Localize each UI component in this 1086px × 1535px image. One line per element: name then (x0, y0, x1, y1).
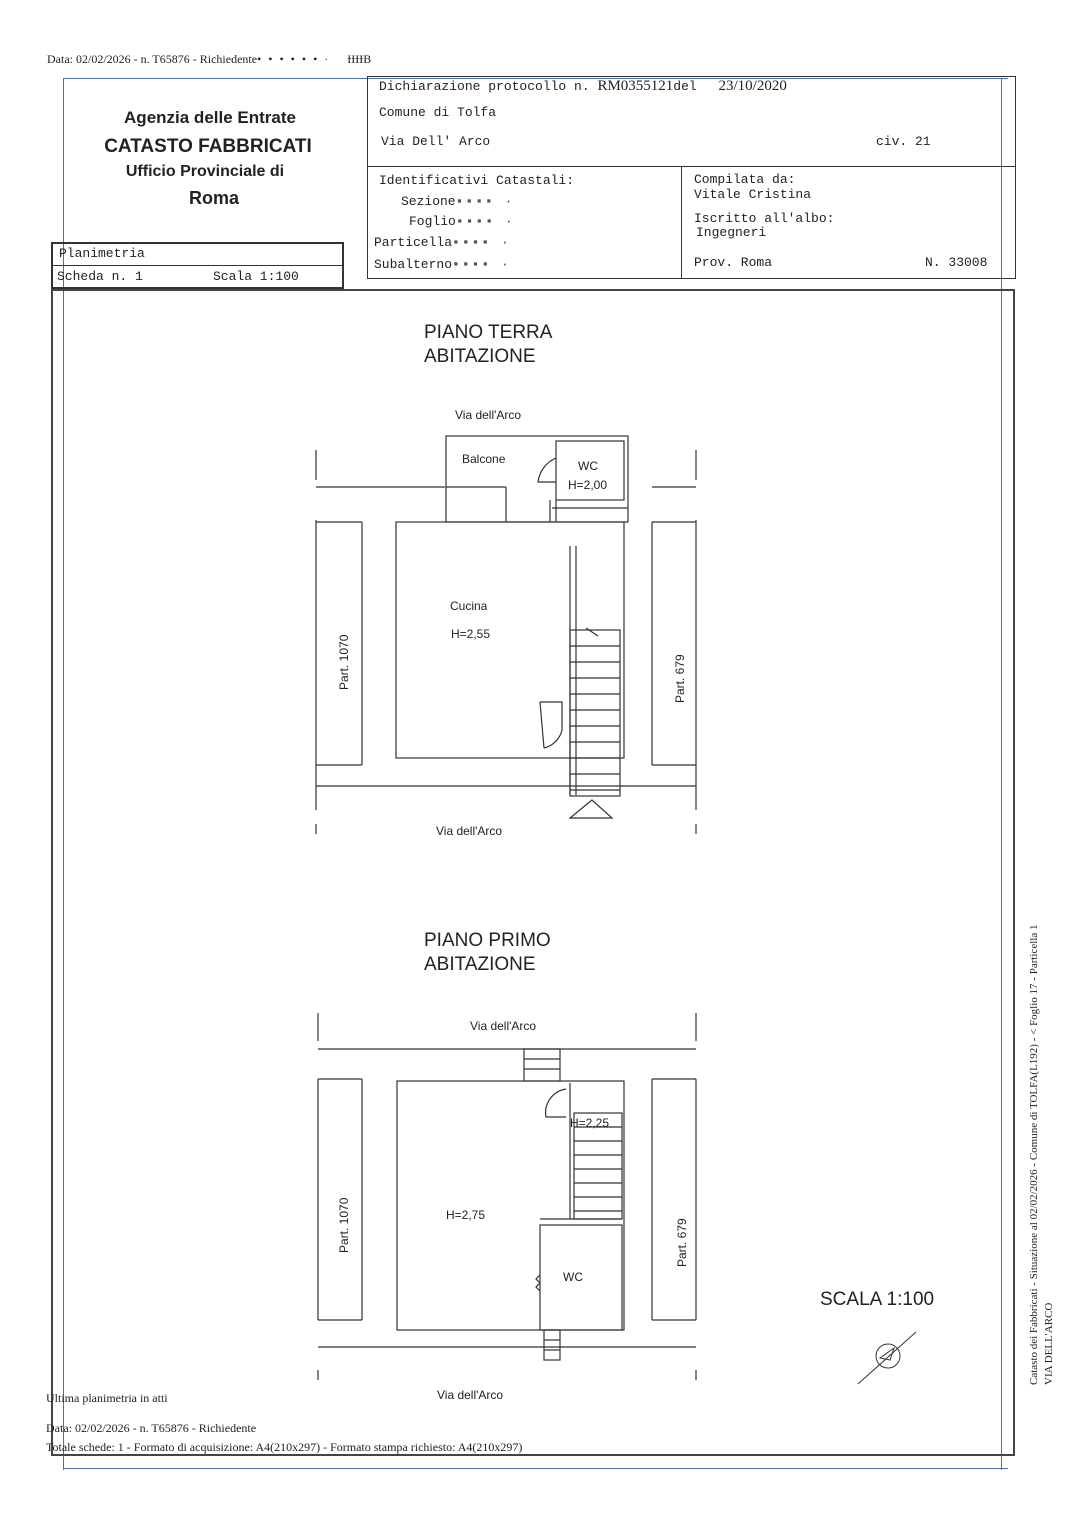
subalterno: Subalterno▪▪▪▪ · (374, 257, 511, 272)
planimetria-title: Planimetria (59, 246, 145, 261)
terra-part-right: Part. 679 (673, 654, 687, 703)
planimetria-divider (51, 265, 344, 266)
foglio: Foglio▪▪▪▪ · (409, 214, 515, 229)
primo-street-bottom: Via dell'Arco (437, 1388, 504, 1402)
comune: Comune di Tolfa (379, 105, 497, 120)
compilata-label: Compilata da: (694, 172, 796, 187)
scala-big: SCALA 1:100 (820, 1289, 935, 1310)
primo-h-main: H=2,75 (446, 1208, 486, 1222)
compilata-name: Vitale Cristina (694, 187, 812, 202)
footer-data-line: Data: 02/02/2026 - n. T65876 - Richiedente (46, 1421, 257, 1435)
piano-terra-title: PIANO TERRA (424, 322, 553, 343)
primo-wc: WC (563, 1270, 583, 1284)
piano-primo-title: PIANO PRIMO (424, 930, 551, 951)
top-line: Data: 02/02/2026 - n. T65876 - Richiedente• • • • • • · ƗƗƗƗB (47, 52, 372, 66)
piano-terra-subtitle: ABITAZIONE (424, 346, 536, 367)
terra-street-top: Via dell'Arco (455, 408, 522, 422)
albo-number: N. 33008 (925, 255, 988, 270)
protocol-line: Dichiarazione protocollo n. RM0355121del 23/10/2020 (379, 78, 787, 94)
terra-wc-h: H=2,00 (568, 478, 608, 492)
identificativi-title: Identificativi Catastali: (379, 173, 575, 188)
piano-terra-plan (300, 400, 720, 850)
ultima-planimetria: Ultima planimetria in atti (46, 1391, 168, 1405)
via: Via Dell' Arco (381, 134, 491, 149)
id-fragment: ƗƗƗƗB (347, 52, 372, 66)
scala-small: Scala 1:100 (213, 269, 299, 284)
sezione: Sezione▪▪▪▪ · (401, 194, 515, 209)
side-text-street: VIA DELL'ARCO (1043, 1302, 1055, 1385)
primo-part-right: Part. 679 (675, 1218, 689, 1267)
catasto-fabbricati: CATASTO FABBRICATI (104, 136, 312, 157)
side-text: Catasto dei Fabbricati - Situazione al 02/02/2026 - Comune di TOLFA(L192) - < Foglio 17 - Particella 1 (1028, 924, 1040, 1385)
civico: civ. 21 (876, 134, 931, 149)
particella: Particella▪▪▪▪ · (374, 235, 511, 250)
terra-street-bottom: Via dell'Arco (436, 824, 503, 838)
scheda: Scheda n. 1 (57, 269, 143, 284)
north-arrow-icon (852, 1330, 922, 1390)
piano-primo-plan (300, 1005, 720, 1410)
ufficio-roma: Roma (188, 188, 239, 208)
ufficio-provinciale: Ufficio Provinciale di (125, 163, 285, 180)
terra-part-left: Part. 1070 (337, 634, 351, 690)
terra-wc: WC (578, 459, 598, 473)
terra-balcone: Balcone (462, 452, 506, 466)
albo-label: Iscritto all'albo: (694, 211, 835, 226)
albo-value: Ingegneri (696, 225, 767, 240)
frame-bottom-line (63, 1468, 1008, 1469)
prov: Prov. Roma (694, 255, 773, 270)
primo-h-stair: H=2,25 (570, 1116, 610, 1130)
primo-part-left: Part. 1070 (337, 1197, 351, 1253)
primo-street-top: Via dell'Arco (470, 1019, 537, 1033)
terra-cucina: Cucina (450, 599, 488, 613)
terra-cucina-h: H=2,55 (451, 627, 491, 641)
footer-totale-line: Totale schede: 1 - Formato di acquisizione: A4(210x297) - Formato stampa richiesto: A4(210x297) (46, 1440, 523, 1454)
piano-primo-subtitle: ABITAZIONE (424, 954, 536, 975)
agency-name: Agenzia delle Entrate (124, 108, 296, 127)
